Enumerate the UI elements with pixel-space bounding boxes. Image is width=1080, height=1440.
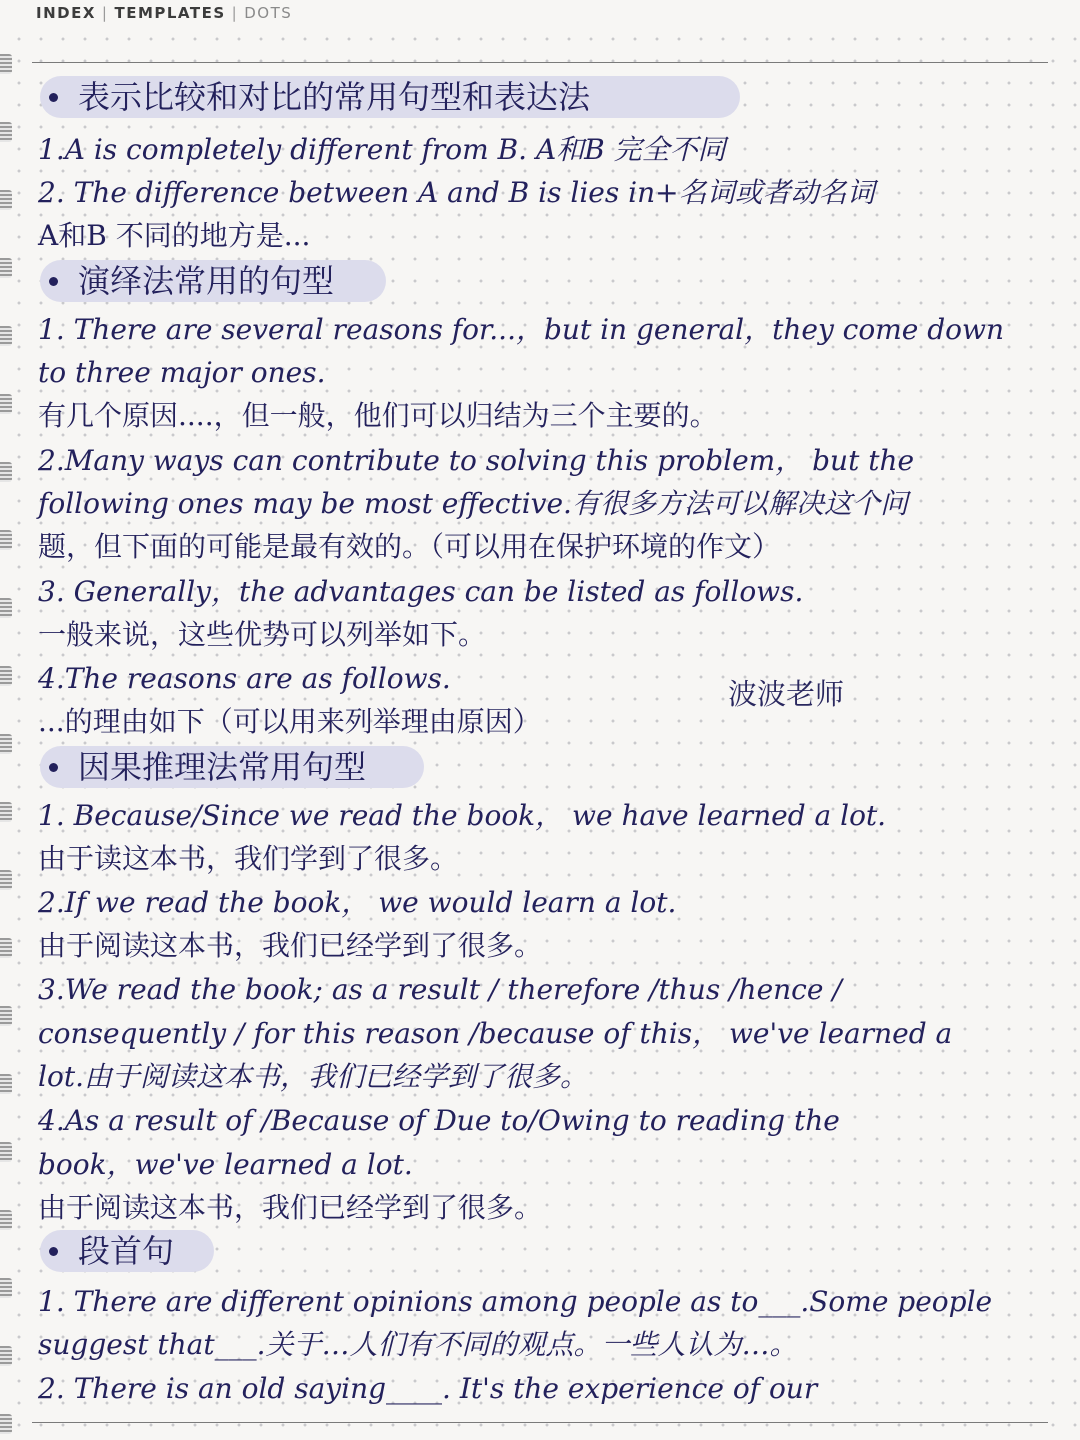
note-line: 由于阅读这本书，我们已经学到了很多。 xyxy=(38,929,543,962)
binder-ring xyxy=(0,462,12,482)
note-line: 2. There is an old saying____. It's the experience of our xyxy=(38,1372,818,1405)
note-line: to three major ones. xyxy=(38,356,326,389)
binder-ring xyxy=(0,870,12,890)
note-line: ...的理由如下（可以用来列举理由原因） xyxy=(38,705,541,738)
top-bar xyxy=(0,0,1080,30)
note-line: 4.The reasons are as follows. xyxy=(38,662,451,695)
binder-ring xyxy=(0,258,12,278)
ring-binding xyxy=(0,40,14,1440)
bullet-icon xyxy=(49,1247,58,1256)
binder-ring xyxy=(0,190,12,210)
bullet-icon xyxy=(49,277,58,286)
note-line: lot.由于阅读这本书，我们已经学到了很多。 xyxy=(38,1060,588,1093)
binder-ring xyxy=(0,530,12,550)
binder-ring xyxy=(0,54,12,74)
binder-ring xyxy=(0,666,12,686)
bottom-divider xyxy=(32,1422,1048,1423)
note-line: 2.Many ways can contribute to solving this problem， but the xyxy=(38,444,915,477)
note-line: 1. Because/Since we read the book， we have learned a lot. xyxy=(38,799,887,832)
nav-index[interactable]: INDEX xyxy=(36,4,96,22)
top-divider xyxy=(32,62,1048,63)
nav-templates[interactable]: TEMPLATES xyxy=(114,4,226,22)
binder-ring xyxy=(0,122,12,142)
note-line: 1. There are several reasons for...，but in general，they come down xyxy=(38,313,1005,346)
binder-ring xyxy=(0,938,12,958)
note-line: 由于阅读这本书，我们已经学到了很多。 xyxy=(38,1191,543,1224)
binder-ring xyxy=(0,394,12,414)
binder-ring xyxy=(0,734,12,754)
note-line: 3.We read the book; as a result / therefore /thus /hence / xyxy=(38,973,842,1006)
note-line: 由于读这本书，我们学到了很多。 xyxy=(38,842,459,875)
binder-ring xyxy=(0,1006,12,1026)
note-line: suggest that___.关于…人们有不同的观点。一些人认为…。 xyxy=(38,1328,798,1361)
nav-separator: | xyxy=(101,4,109,22)
section-heading-opening: 段首句 xyxy=(78,1232,175,1270)
note-line: 2.If we read the book， we would learn a lot. xyxy=(38,886,677,919)
note-line: 1.A is completely different from B. A和B 完全不同 xyxy=(38,133,726,166)
note-line: 一般来说，这些优势可以列举如下。 xyxy=(38,618,487,651)
binder-ring xyxy=(0,1414,12,1434)
note-line: 3. Generally，the advantages can be listed as follows. xyxy=(38,575,804,608)
section-heading-comparison: 表示比较和对比的常用句型和表达法 xyxy=(78,78,591,116)
binder-ring xyxy=(0,802,12,822)
note-line: 4.As a result of /Because of Due to/Owing to reading the xyxy=(38,1104,840,1137)
breadcrumb xyxy=(36,4,292,22)
binder-ring xyxy=(0,1210,12,1230)
note-line: 有几个原因....，但一般，他们可以归结为三个主要的。 xyxy=(38,399,718,432)
binder-ring xyxy=(0,598,12,618)
binder-ring xyxy=(0,1278,12,1298)
signature: 波波老师 xyxy=(728,677,845,711)
nav-separator: | xyxy=(231,4,239,22)
note-line: 题，但下面的可能是最有效的。（可以用在保护环境的作文） xyxy=(38,530,781,563)
binder-ring xyxy=(0,1142,12,1162)
binder-ring xyxy=(0,326,12,346)
note-line: consequently / for this reason /because of this， we've learned a xyxy=(38,1017,953,1050)
binder-ring xyxy=(0,1074,12,1094)
note-line: A和B 不同的地方是... xyxy=(38,219,311,252)
note-line: book，we've learned a lot. xyxy=(38,1148,413,1181)
binder-ring xyxy=(0,1346,12,1366)
section-heading-deduction: 演绎法常用的句型 xyxy=(78,262,335,300)
note-line: 2. The difference between A and B is lies in+名词或者动名词 xyxy=(38,176,875,209)
section-heading-causal: 因果推理法常用句型 xyxy=(78,748,367,786)
note-line: 1. There are different opinions among people as to___.Some people xyxy=(38,1285,993,1318)
bullet-icon xyxy=(49,763,58,772)
note-line: following ones may be most effective.有很多方法可以解决这个问 xyxy=(38,487,908,520)
bullet-icon xyxy=(49,93,58,102)
nav-dots[interactable]: DOTS xyxy=(244,4,293,22)
